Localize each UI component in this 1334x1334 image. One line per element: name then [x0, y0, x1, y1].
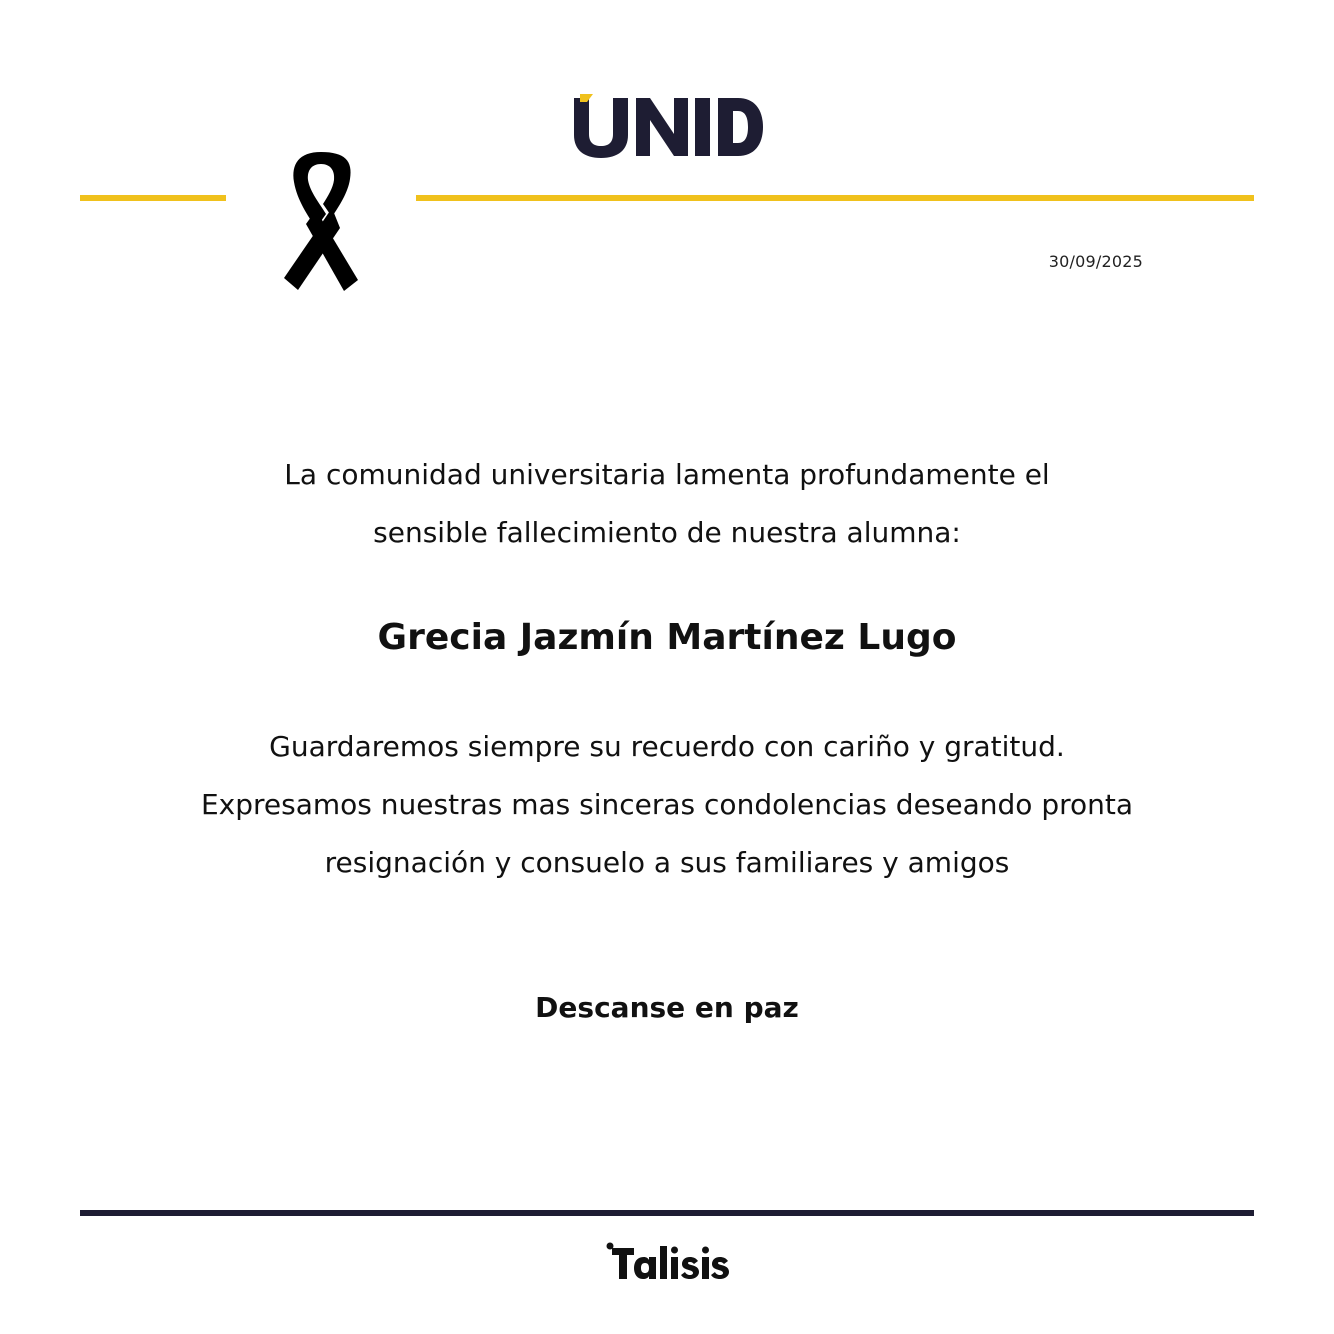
- message-line: Expresamos nuestras mas sinceras condolencias deseando pronta: [200, 788, 1133, 821]
- intro-line: sensible fallecimiento de nuestra alumna:: [373, 516, 961, 549]
- talisis-logo: [606, 1242, 730, 1282]
- header-divider-right: [416, 195, 1254, 201]
- header-divider-left: [80, 195, 226, 201]
- document-date: 30/09/2025: [1048, 252, 1143, 271]
- intro-paragraph: [120, 446, 1214, 562]
- intro-line: La comunidad universitaria lamenta profundamente el: [284, 458, 1050, 491]
- message-line: Guardaremos siempre su recuerdo con cariño y gratitud.: [269, 730, 1065, 763]
- footer-divider: [80, 1210, 1254, 1216]
- closing-phrase: Descanse en paz: [535, 991, 799, 1024]
- unid-logo: [570, 92, 764, 158]
- mourning-ribbon-icon: [280, 150, 362, 292]
- deceased-name: Grecia Jazmín Martínez Lugo: [377, 617, 957, 658]
- condolence-message: [120, 718, 1214, 892]
- message-line: resignación y consuelo a sus familiares y amigos: [324, 846, 1010, 879]
